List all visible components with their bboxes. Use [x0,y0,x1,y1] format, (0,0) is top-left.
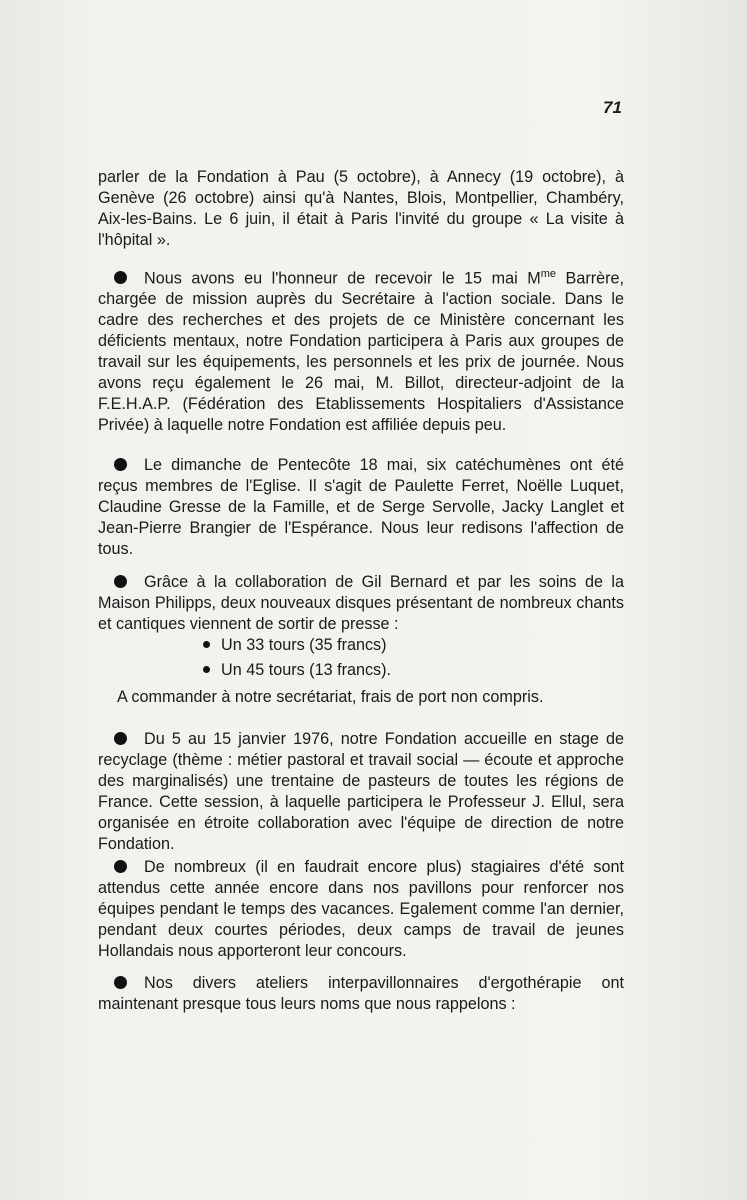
paragraph-fondation-visits [98,167,624,251]
records-list [203,633,391,683]
paragraph-stagiaires [98,857,624,962]
paragraph-text: Nos divers ateliers interpavillonnaires d'ergothérapie ont maintenant presque tous leurs noms que nous rappelons : [98,974,624,1013]
bullet-icon [114,271,127,284]
paragraph-text: De nombreux (il en faudrait encore plus) stagiaires d'été sont attendus cette année encore dans nos pavillons pour renforcer nos équipes pendant le temps des vacances. Egalement comme l'an dernier, pendant deux courtes périodes, deux camps de travail de jeunes Hollandais nous apporteront leur concours. [98,858,624,960]
bullet-icon [114,976,127,989]
bullet-dot-icon [203,641,210,648]
paragraph-text: parler de la Fondation à Pau (5 octobre), à Annecy (19 octobre), à Genève (26 octobre) ainsi qu'à Nantes, Blois, Montpellier, Chambéry, Aix-les-Bains. Le 6 juin, il était à Paris l'invité du groupe « La visite à l'hôpital ». [98,168,624,249]
paragraph-stage [98,729,624,855]
paragraph-text-continued: Barrère, chargée de mission auprès du Secrétaire à l'action sociale. Dans le cadre des recherches et des projets de ce Ministère concernant les déficients mentaux, notre Fondation participera à Paris aux groupes de travail sur les équipements, les personnels et les prix de journée. Nous avons reçu également le 26 mai, M. Billot, directeur-adjoint de la F.E.H.A.P. (Fédération des Etablissements Hospitaliers d'Assistance Privée) à laquelle notre Fondation est affiliée depuis peu. [98,269,624,435]
superscript: me [540,268,556,280]
page-number: 71 [603,98,622,117]
list-item: Un 33 tours (35 francs) [203,633,391,658]
bullet-icon [114,458,127,471]
paragraph-pentecote [98,455,624,560]
paragraph-text: Du 5 au 15 janvier 1976, notre Fondation accueille en stage de recyclage (thème : métier pastoral et travail social — écoute et approche des marginalisés) une trentaine de pasteurs de toutes les régions de France. Cette session, à laquelle participera le Professeur J. Ellul, sera organisée en étroite collaboration avec l'équipe de direction de notre Fondation. [98,730,624,853]
list-item: Un 45 tours (13 francs). [203,658,391,683]
paragraph-disques [98,572,624,635]
paragraph-ateliers [98,973,624,1015]
paragraph-text: Grâce à la collaboration de Gil Bernard et par les soins de la Maison Philipps, deux nouveaux disques présentant de nombreux chants et cantiques viennent de sortir de presse : [98,573,624,633]
paragraph-text: Nous avons eu l'honneur de recevoir le 15 mai M [144,269,541,288]
bullet-dot-icon [203,666,210,673]
paragraph-honneur [98,264,624,436]
paragraph-text: Le dimanche de Pentecôte 18 mai, six catéchumènes ont été reçus membres de l'Eglise. Il s'agit de Paulette Ferret, Noëlle Luquet, Claudine Gresse de la Famille, et de Serge Servolle, Jacky Langlet et Jean-Pierre Brangier de l'Espérance. Nous leur redisons l'affection de tous. [98,456,624,558]
bullet-icon [114,860,127,873]
bullet-icon [114,575,127,588]
bullet-icon [114,732,127,745]
paragraph-commander: A commander à notre secrétariat, frais de port non compris. [117,688,544,706]
